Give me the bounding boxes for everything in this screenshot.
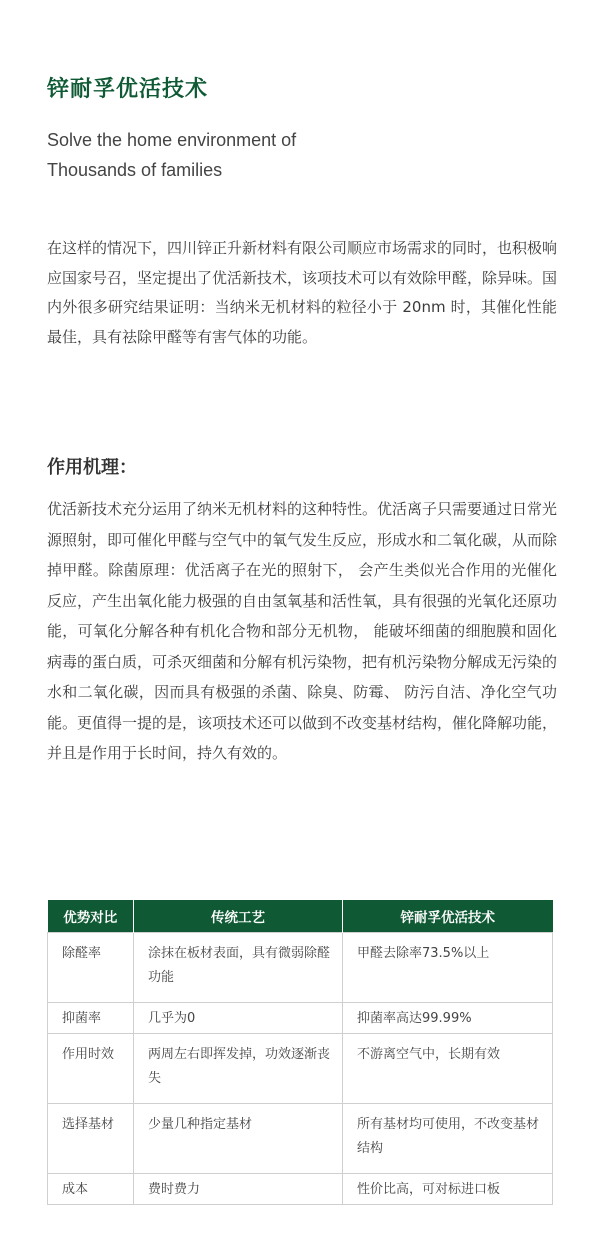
table-header-row	[48, 900, 553, 932]
table-row	[48, 932, 553, 1002]
table-cell: 两周左右即挥发掉，功效逐渐丧失	[134, 1033, 343, 1103]
table-cell: 甲醛去除率73.5%以上	[343, 932, 553, 1002]
table-cell: 涂抹在板材表面，具有微弱除醛功能	[134, 932, 343, 1002]
mechanism-heading: 作用机理：	[47, 457, 137, 478]
table-cell: 不游离空气中，长期有效	[343, 1033, 553, 1103]
table-cell: 所有基材均可使用，不改变基材结构	[343, 1103, 553, 1173]
table-cell: 几乎为0	[134, 1002, 343, 1033]
table-cell: 抑菌率高达99.99%	[343, 1002, 553, 1033]
table-header-cell: 优势对比	[48, 900, 134, 932]
subtitle-line-2: Thousands of families	[47, 160, 223, 180]
table-cell: 少量几种指定基材	[134, 1103, 343, 1173]
table-row	[48, 1103, 553, 1173]
table-cell: 除醛率	[48, 932, 134, 1002]
table-cell: 性价比高，可对标进口板	[343, 1173, 553, 1204]
table-row	[48, 1173, 553, 1204]
mechanism-paragraph: 优活新技术充分运用了纳米无机材料的这种特性。优活离子只需要通过日常光源照射，即可催化甲醛与空气中的氧气发生反应，形成水和二氧化碳，从而除掉甲醛。除菌原理：优活离子在光的照射下， 会产生类似光合作用的光催化反应，产生出氧化能力极强的自由氢氧基和活性氧，具有很强的光氧化还原功能，可氧化分解各种有机化合物和部分无机物， 能破坏细菌的细胞膜和固化病毒的蛋白质，可杀灭细菌和分解有机污染物，把有机污染物分解成无污染的水和二氧化碳，因而具有极强的杀菌、除臭、防霉、 防污自洁、净化空气功能。更值得一提的是，该项技术还可以做到不改变基材结构，催化降解功能，并且是作用于长时间，持久有效的。	[47, 500, 558, 762]
comparison-table	[47, 900, 553, 1205]
table-row	[48, 1033, 553, 1103]
intro-paragraph: 在这样的情况下，四川锌正升新材料有限公司顺应市场需求的同时，也积极响应国家号召，坚定提出了优活新技术，该项技术可以有效除甲醛，除异味。国内外很多研究结果证明：当纳米无机材料的粒径小于 20nm 时，其催化性能最佳，具有祛除甲醛等有害气体的功能。	[47, 239, 558, 346]
table-cell: 选择基材	[48, 1103, 134, 1173]
table-cell: 成本	[48, 1173, 134, 1204]
table-cell: 作用时效	[48, 1033, 134, 1103]
table-cell: 抑菌率	[48, 1002, 134, 1033]
table-header-cell: 锌耐孚优活技术	[343, 900, 553, 932]
table-cell: 费时费力	[134, 1173, 343, 1204]
page-title: 锌耐孚优活技术	[47, 77, 209, 102]
subtitle-line-1: Solve the home environment of	[47, 130, 297, 150]
english-subtitle	[47, 125, 467, 185]
table-header-cell: 传统工艺	[134, 900, 343, 932]
table-row	[48, 1002, 553, 1033]
